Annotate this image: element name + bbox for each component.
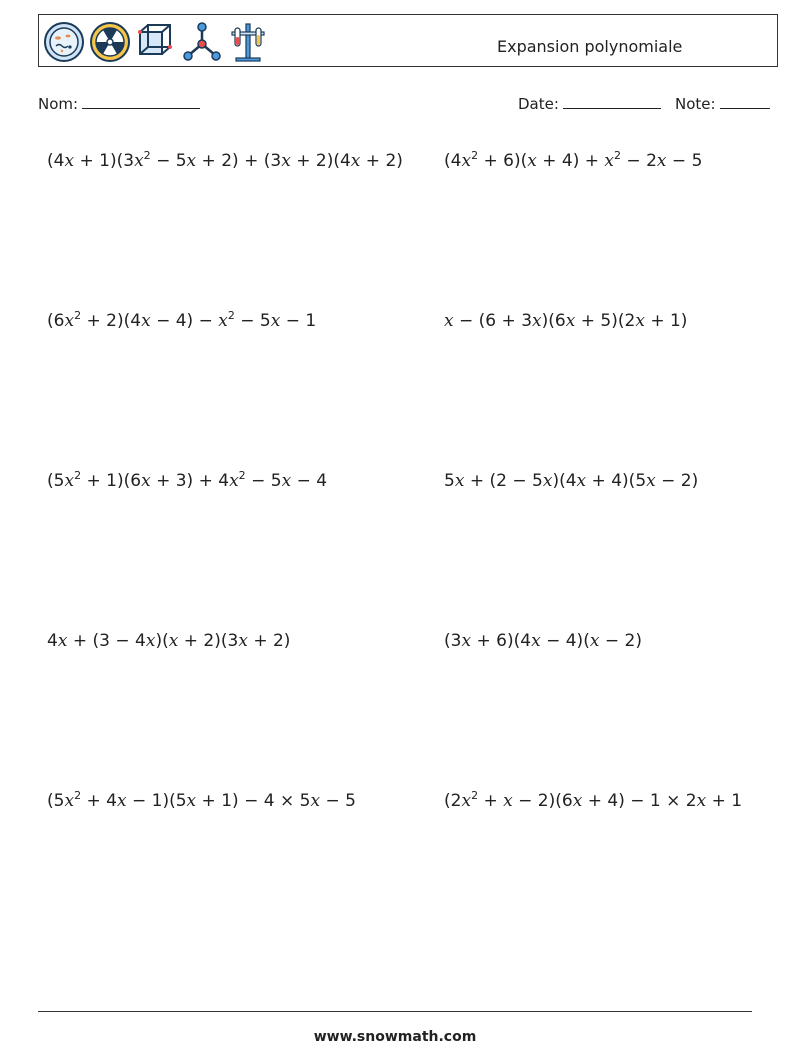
name-blank[interactable] <box>82 94 200 109</box>
test-tube-rack-icon <box>226 20 270 64</box>
problem-6: 5x + (2 − 5x)(4x + 4)(5x − 2) <box>444 471 699 491</box>
name-field <box>38 94 200 113</box>
problem-4: x − (6 + 3x)(6x + 5)(2x + 1) <box>444 311 688 331</box>
molecule-icon <box>180 20 224 64</box>
problem-2: $(4x^2 + 6)(x + 4) + x^2 - 2x - 5$ <box>444 149 703 171</box>
petri-dish-icon <box>42 20 86 64</box>
worksheet-header <box>38 14 778 67</box>
cube-icon <box>134 20 178 64</box>
score-blank[interactable] <box>720 94 770 109</box>
problem-10: $(2x^2 + x - 2)(6x + 4) - 1 \times 2x + 1$ <box>444 789 743 811</box>
problem-9: $(5x^2 + 4x - 1)(5x + 1) - 4 \times 5x - 5$ <box>47 789 356 811</box>
problem-8: (3x + 6)(4x − 4)(x − 2) <box>444 631 642 651</box>
radiation-icon <box>88 20 132 64</box>
footer-rule <box>38 1011 752 1012</box>
worksheet-title: Expansion polynomiale <box>497 37 683 56</box>
problem-5: $(5x^2 + 1)(6x + 3) + 4x^2 - 5x - 4$ <box>47 469 328 491</box>
problem-7: 4x + (3 − 4x)(x + 2)(3x + 2) <box>47 631 291 651</box>
header-icons <box>42 20 270 64</box>
date-blank[interactable] <box>563 94 661 109</box>
score-field <box>675 94 770 113</box>
footer-site: www.snowmath.com <box>313 1029 477 1045</box>
problem-1: $(4x + 1)(3x^2 - 5x + 2) + (3x + 2)(4x + 2)$ <box>47 149 403 171</box>
score-label: Note: <box>675 95 716 113</box>
date-field <box>518 94 661 113</box>
name-label: Nom: <box>38 95 79 113</box>
date-label: Date: <box>518 95 559 113</box>
problem-3: $(6x^2 + 2)(4x - 4) - x^2 - 5x - 1$ <box>47 309 317 331</box>
